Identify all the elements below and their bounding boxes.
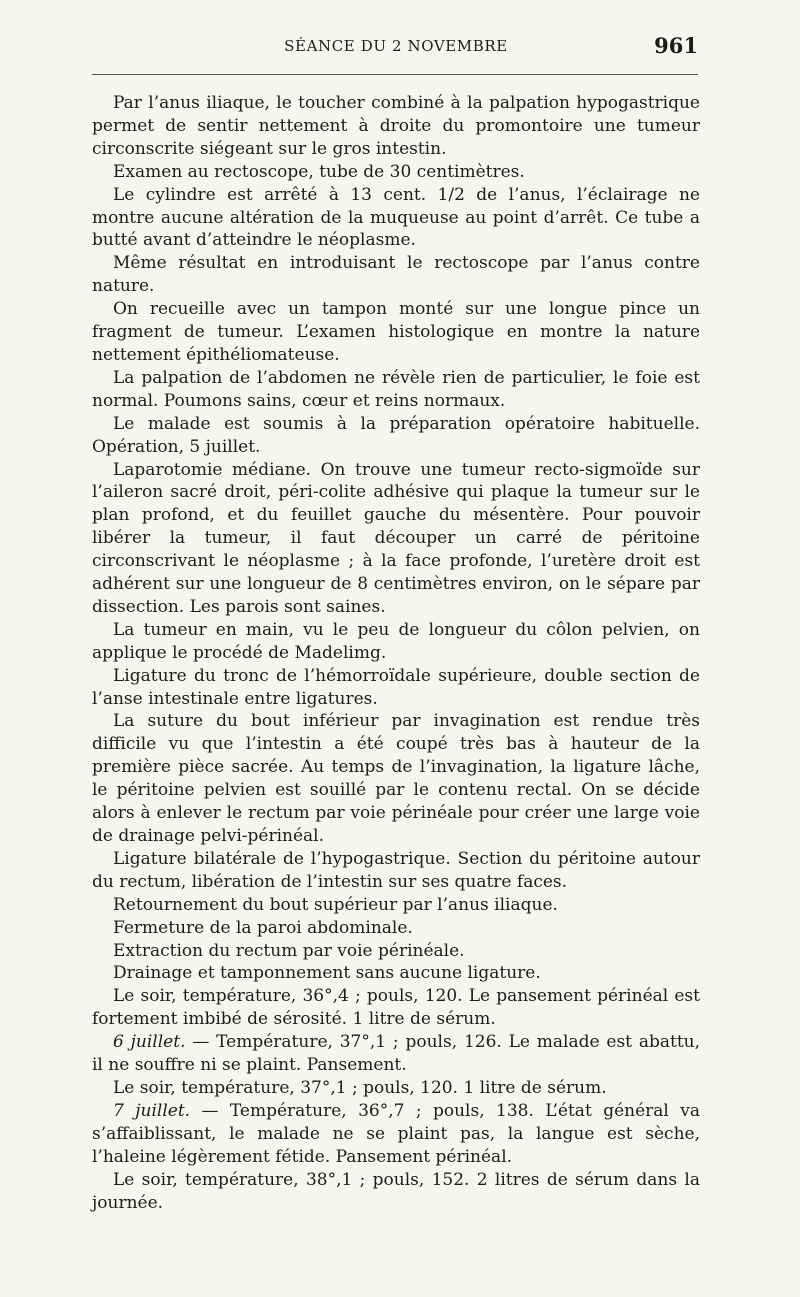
paragraph-text: Fermeture de la paroi abdominale.: [113, 917, 413, 938]
paragraph: [92, 665, 700, 711]
paragraph: [92, 940, 700, 963]
paragraph-text: Le soir, température, 37°,1 ; pouls, 120. 1 litre de sérum.: [113, 1077, 607, 1098]
paragraph-text: Examen au rectoscope, tube de 30 centimètres.: [113, 161, 525, 182]
paragraph: [92, 161, 700, 184]
paragraph: [92, 619, 700, 665]
paragraph: [92, 367, 700, 413]
paragraph: [92, 1031, 700, 1077]
paragraph-text: Retournement du bout supérieur par l’anus iliaque.: [113, 894, 558, 915]
paragraph: [92, 413, 700, 459]
paragraph: [92, 985, 700, 1031]
paragraph: [92, 710, 700, 847]
paragraph: [92, 1100, 700, 1169]
paragraph: [92, 848, 700, 894]
paragraph-text: Le soir, température, 38°,1 ; pouls, 152. 2 litres de sérum dans la journée.: [92, 1169, 700, 1213]
entry-date: 6 juillet.: [113, 1032, 186, 1053]
running-title: SÉANCE DU 2 NOVEMBRE: [284, 37, 508, 55]
paragraph-text: On recueille avec un tampon monté sur une longue pince un fragment de tumeur. L’examen histologique en montre la nature nettement épithéliomateuse.: [92, 299, 700, 365]
paragraph-text: Même résultat en introduisant le rectoscope par l’anus contre nature.: [92, 253, 700, 297]
header-rule: [92, 74, 698, 75]
paragraph: [92, 894, 700, 917]
paragraph-text: Le cylindre est arrêté à 13 cent. 1/2 de l’anus, l’éclairage ne montre aucune altération de la muqueuse au point d’arrêt. Ce tube a butté avant d’atteindre le néoplasme.: [92, 184, 700, 251]
paragraph: [92, 298, 700, 367]
paragraph-text: La tumeur en main, vu le peu de longueur du côlon pelvien, on applique le procédé de Madelimg.: [92, 619, 700, 663]
paragraph-text: Drainage et tamponnement sans aucune ligature.: [113, 963, 541, 984]
paragraph-text: Ligature bilatérale de l’hypogastrique. Section du péritoine autour du rectum, libération de l’intestin sur ses quatre faces.: [92, 848, 700, 892]
entry-date: 7 juillet.: [113, 1100, 191, 1121]
paragraph: [92, 92, 700, 161]
paragraph-text: Par l’anus iliaque, le toucher combiné à la palpation hypogastrique permet de sentir nettement à droite du promontoire une tumeur circonscrite siégeant sur le gros intestin.: [92, 93, 700, 159]
paragraph-text: Le soir, température, 36°,4 ; pouls, 120. Le pansement périnéal est fortement imbibé de sérosité. 1 litre de sérum.: [92, 986, 700, 1030]
paragraph-text: La suture du bout inférieur par invagination est rendue très difficile vu que l’intestin a été coupé très bas à hauteur de la première pièce sacrée. Au temps de l’invagination, la ligature lâche, le péritoine pelvien est souillé par le contenu rectal. On se décide alors à enlever le rectum par voie périnéale pour créer une large voie de drainage pelvi-périnéal.: [92, 711, 700, 846]
paragraph: [92, 1169, 700, 1215]
paragraph: [92, 962, 700, 985]
body-text: [92, 92, 700, 1214]
paragraph: [92, 1077, 700, 1100]
paragraph-text: Ligature du tronc de l’hémorroïdale supérieure, double section de l’anse intestinale entre ligatures.: [92, 665, 700, 709]
page-number: 961: [654, 33, 698, 58]
paragraph-text: La palpation de l’abdomen ne révèle rien de particulier, le foie est normal. Poumons sains, cœur et reins normaux.: [92, 367, 700, 411]
paragraph-text: — Température, 37°,1 ; pouls, 126. Le malade est abattu, il ne souffre ni se plaint. Pansement.: [92, 1032, 701, 1076]
paragraph-text: Extraction du rectum par voie périnéale.: [113, 940, 465, 961]
paragraph-text: — Température, 36°,7 ; pouls, 138. L’état général va s’affaiblissant, le malade ne se plaint pas, la langue est sèche, l’haleine légèrement fétide. Pansement périnéal.: [92, 1100, 700, 1167]
paragraph: [92, 459, 700, 619]
paragraph: [92, 252, 700, 298]
paragraph-text: Laparotomie médiane. On trouve une tumeur recto-sigmoïde sur l’aileron sacré droit, péri-colite adhésive qui plaque la tumeur sur le plan profond, et du feuillet gauche du mésentère. Pour pouvoir libérer la tumeur, il faut découper un carré de péritoine circonscrivant le néoplasme ; à la face profonde, l’uretère droit est adhérent sur une longueur de 8 centimètres environ, on le sépare par dissection. Les parois sont saines.: [92, 459, 700, 617]
running-head: [92, 34, 700, 58]
paragraph-text: Le malade est soumis à la préparation opératoire habituelle. Opération, 5 juillet.: [92, 413, 700, 457]
paragraph: [92, 917, 700, 940]
paragraph: [92, 184, 700, 253]
